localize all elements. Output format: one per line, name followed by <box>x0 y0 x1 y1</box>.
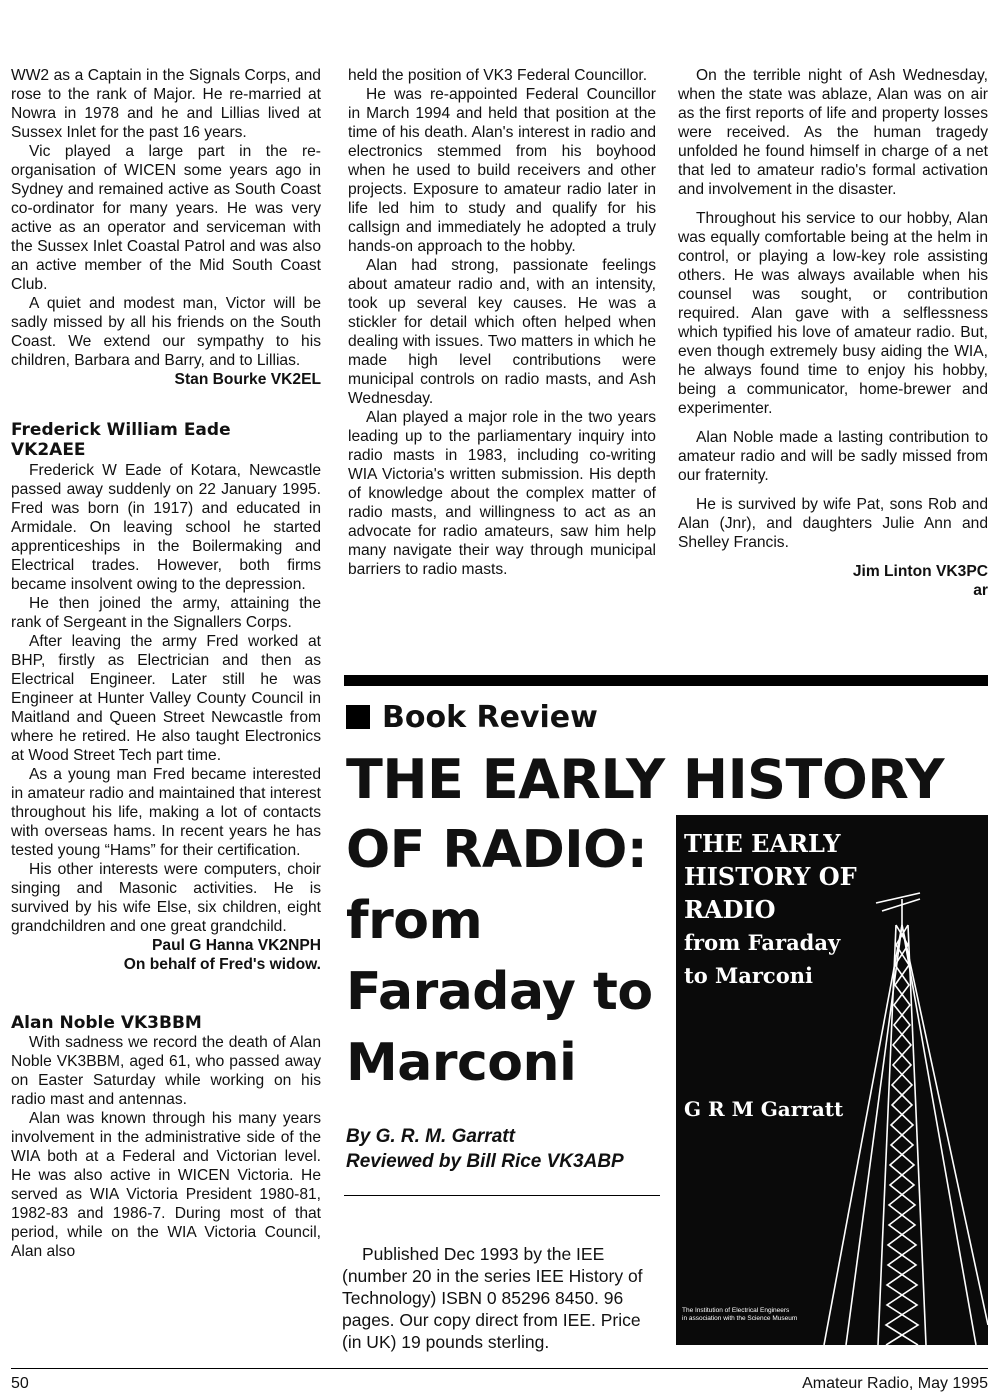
paragraph: On the terrible night of Ash Wednesday, when the state was ablaze, Alan was on air as the first reports of life and property losses were received. As the human tragedy unfolded he found himself in charge of a net that led to amateur radio's formal activation and involvement in the disaster. <box>678 67 988 198</box>
cover-subtitle-line: to Marconi <box>684 963 813 988</box>
section-heading <box>346 700 598 736</box>
title-line: OF RADIO: <box>346 820 648 880</box>
title-line: from <box>346 891 483 951</box>
title-line: Marconi <box>346 1033 577 1093</box>
cover-title-line: RADIO <box>684 895 776 924</box>
signature-note: On behalf of Fred's widow. <box>123 956 321 973</box>
magazine-issue: Amateur Radio, May 1995 <box>802 1375 988 1392</box>
section-heading-label: Book Review <box>382 700 598 735</box>
paragraph: held the position of VK3 Federal Councillor. <box>348 67 648 84</box>
cover-subtitle-line: from Faraday <box>684 930 841 955</box>
cover-publisher-line: in association with the Science Museum <box>682 1315 798 1322</box>
paragraph: Throughout his service to our hobby, Alan was equally comfortable being at the helm in control, or playing a low-key role assisting others. He was always available when his counsel was sought, or contribution required. Alan gave with a selflessness which typified his love of amateur radio. But, even though extremely busy aiding the WIA, he always found time to enjoy his hobby, being a communicator, home-brewer and experimenter. <box>678 210 988 417</box>
paragraph: After leaving the army Fred worked at BHP, firstly as Electrician and then as Electrical Engineer. Later still he was Engineer at Hunter Valley County Council in Maitland and Queen Street Newcastle from where he retired. He also taught Electronics at Wood Street Tech part time. <box>11 633 321 764</box>
paragraph: His other interests were computers, choir singing and Masonic activities. He is survived by his wife Else, six children, eight grandchildren and one great grandchild. <box>11 861 321 935</box>
column-2 <box>348 66 656 579</box>
cover-publisher-line: The Institution of Electrical Engineers <box>682 1307 790 1314</box>
signature: Paul G Hanna VK2NPH <box>152 937 321 954</box>
publication-info-text: Published Dec 1993 by the IEE (number 20 in the series IEE History of Technology) ISBN 0 85296 8450. 96 pages. Our copy direct from IEE. Price (in UK) 19 pounds sterling. <box>342 1244 643 1352</box>
cover-title-line: THE EARLY <box>684 829 841 858</box>
section-rule <box>344 675 988 686</box>
footer-rule <box>11 1368 988 1369</box>
paragraph: He is survived by wife Pat, sons Rob and Alan (Jnr), and daughters Julie Ann and Shelley Francis. <box>678 496 988 551</box>
paragraph: WW2 as a Captain in the Signals Corps, and rose to the rank of Major. He re-married at Nowra in 1978 and he and Lillias lived at Sussex Inlet for the past 16 years. <box>11 67 321 141</box>
obituary-heading: Alan Noble VK3BBM <box>11 1013 202 1033</box>
paragraph: A quiet and modest man, Victor will be sadly missed by all his friends on the South Coast. We extend our sympathy to his children, Barbara and Barry, and to Lillias. <box>11 295 321 369</box>
paragraph: He was re-appointed Federal Councillor in March 1994 and held that position at the time of his death. Alan's interest in radio and electronics stemmed from his boyhood when he used to build receivers and other projects. Exposure to amateur radio later in life led him to study and qualify for his callsign and immediately he adopted a truly hands-on approach to the hobby. <box>348 86 656 255</box>
paragraph: As a young man Fred became interested in amateur radio and maintained that interest throughout his life, making a lot of contacts with overseas hams. In recent years he has tested young “Hams” for their certification. <box>11 766 321 859</box>
paragraph: Frederick W Eade of Kotara, Newcastle passed away suddenly on 22 January 1995. Fred was born (in 1917) and educated in Armidale. On leaving school he started apprenticeships in the Boilermaking and Electrical trades. However, both firms became insolvent owing to the depression. <box>11 462 321 593</box>
square-bullet-icon <box>346 705 370 729</box>
byline <box>346 1124 624 1174</box>
paragraph: Alan played a major role in the two years leading up to the parliamentary inquiry into radio masts in 1983, including co-writing WIA Victoria's written submission. His depth of knowledge about the complex matter of radio masts, and willingness to act as an advocate for radio amateurs, saw him help many navigate their way through municipal barriers to radio masts. <box>348 409 656 578</box>
end-mark: ar <box>973 582 988 599</box>
publication-info <box>342 1243 660 1353</box>
signature: Stan Bourke VK2EL <box>174 371 321 388</box>
divider <box>344 1195 660 1196</box>
page-number: 50 <box>11 1375 29 1392</box>
review-title <box>346 745 945 1099</box>
paragraph: Vic played a large part in the re-organisation of WICEN some years ago in Sydney and remained active as South Coast co-ordinator for many years. He was very active as an operator and serviceman with the Sussex Inlet Coastal Patrol and was also an active member of the Mid South Coast Club. <box>11 143 321 293</box>
paragraph: Alan Noble made a lasting contribution to amateur radio and will be sadly missed from our fraternity. <box>678 429 988 484</box>
reviewer-line: Reviewed by Bill Rice VK3ABP <box>346 1151 624 1172</box>
obituary-heading: Frederick William Eade VK2AEE <box>11 420 231 460</box>
book-cover <box>676 815 988 1345</box>
title-line: THE EARLY HISTORY <box>346 748 945 811</box>
title-line: Faraday to <box>346 962 653 1022</box>
paragraph: Alan was known through his many years involvement in the administrative side of the WIA both at a Federal and Victorian level. He was also active in WICEN Victoria. He served as WIA Victoria President 1980-81, 1982-83 and 1986-7. During most of that period, while on the WIA Victoria Council, Alan also <box>11 1110 321 1260</box>
column-3 <box>678 66 988 600</box>
cover-author: G R M Garratt <box>684 1097 844 1121</box>
paragraph: With sadness we record the death of Alan Noble VK3BBM, aged 61, who passed away on Easter Saturday while working on his radio mast and antennas. <box>11 1034 321 1108</box>
author-line: By G. R. M. Garratt <box>346 1126 515 1147</box>
cover-title-line: HISTORY OF <box>684 862 857 891</box>
paragraph: Alan had strong, passionate feelings about amateur radio and, with an intensity, took up several key causes. He was a stickler for detail which often helped when dealing with issues. Two matters in which he made high level contributions were municipal controls on radio masts, and Ash Wednesday. <box>348 257 656 407</box>
paragraph: He then joined the army, attaining the rank of Sergeant in the Signallers Corps. <box>11 595 321 631</box>
column-1 <box>11 66 321 1261</box>
signature: Jim Linton VK3PC <box>852 563 988 580</box>
cover-publisher <box>682 1307 842 1323</box>
